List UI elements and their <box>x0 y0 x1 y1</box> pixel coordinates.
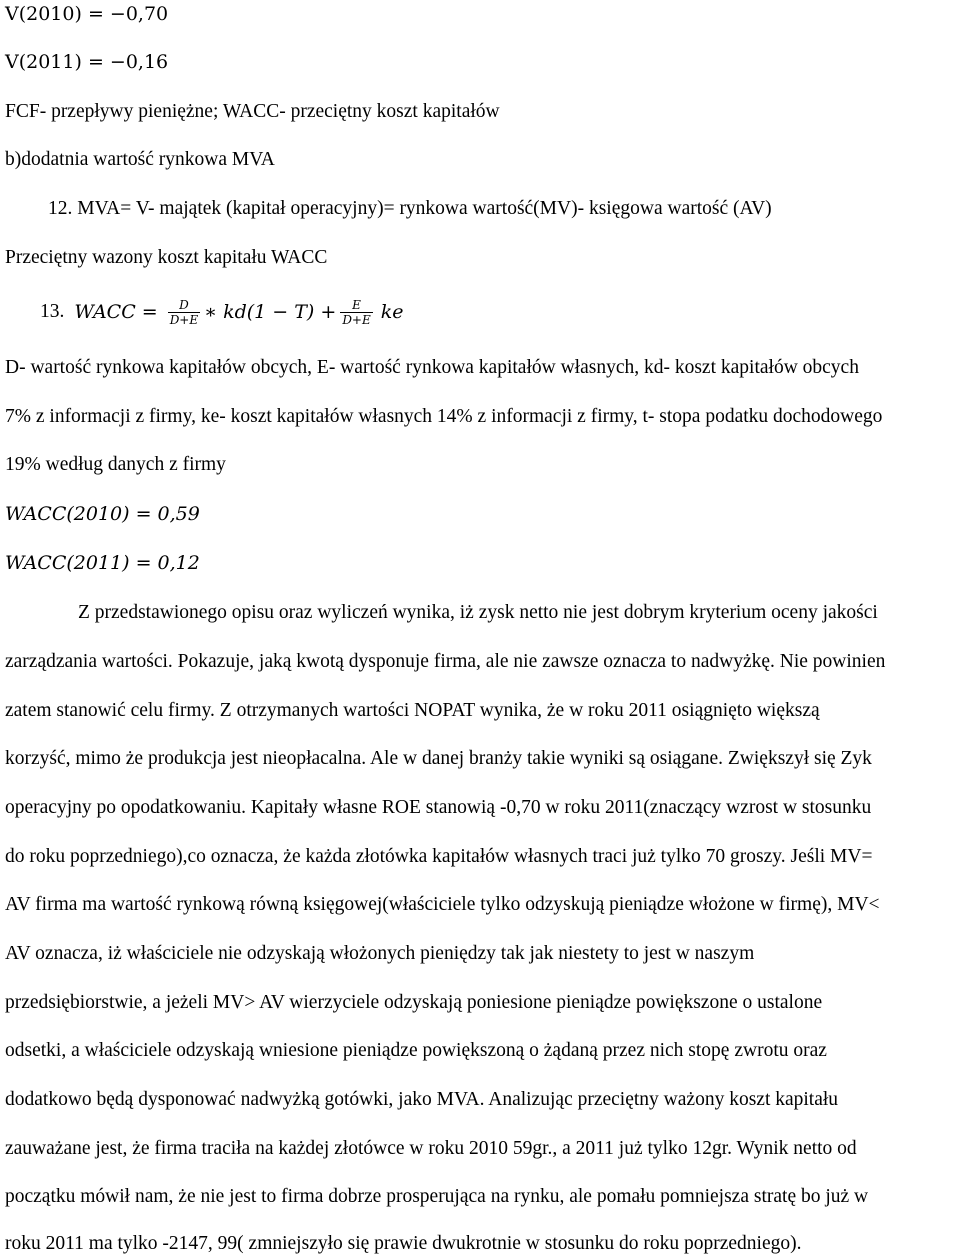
paragraph-line: operacyjny po opodatkowaniu. Kapitały własne ROE stanowią -0,70 w roku 2011(znaczący wzrost w stosunku <box>5 797 872 818</box>
mva-definition: 12. MVA= V- majątek (kapitał operacyjny)= rynkowa wartość(MV)- księgowa wartość (AV) <box>48 198 772 219</box>
wacc-2010-formula <box>5 502 200 526</box>
formula-equals: = <box>141 301 158 323</box>
fraction-numerator: D <box>179 297 189 312</box>
paragraph-line: odsetki, a właściciele odzyskają wniesione pieniądze powiększoną o żądaną przez nich stopę zwrotu oraz <box>5 1040 827 1061</box>
formula-tail: ke <box>380 301 404 323</box>
paragraph-line: dodatkowo będą dysponować nadwyżką gotówki, jako MVA. Analizując przeciętny ważony koszt kapitału <box>5 1089 839 1110</box>
v-2011-formula: V(2011) = −0,16 <box>5 51 169 73</box>
paragraph-line: początku mówił nam, że nie jest to firma dobrze prosperująca na rynku, ale pomału pomniejsza stratę bo już w <box>5 1186 869 1207</box>
paragraph-line: AV oznacza, iż właściciele nie odzyskają włożonych pieniędzy tak jak niestety to jest w naszym <box>5 943 755 964</box>
fraction-equity-weight <box>340 298 372 327</box>
paragraph-line: AV firma ma wartość rynkową równą księgowej(właściciele tylko odzyskują pieniądze włożone w firmę), MV< <box>5 894 880 915</box>
formula-middle: ∗ kd(1 − T) + <box>204 301 337 323</box>
paragraph-line: zarządzania wartości. Pokazuje, jaką kwotą dysponuje firma, ale nie zawsze oznacza to nadwyżkę. Nie powinien <box>5 651 886 672</box>
fraction-debt-weight <box>168 298 200 327</box>
fcf-definition: FCF- przepływy pieniężne; WACC- przeciętny koszt kapitałów <box>5 101 500 122</box>
wacc-2010-value: WACC(2010) = 0,59 <box>5 503 200 525</box>
paragraph-line: zatem stanowić celu firmy. Z otrzymanych wartości NOPAT wynika, że w roku 2011 osiągnięto większą <box>5 700 820 721</box>
definitions-line-3: 19% według danych z firmy <box>5 454 226 475</box>
paragraph-line: roku 2011 ma tylko -2147, 99( zmniejszyło się prawie dwukrotnie w stosunku do roku poprzedniego). <box>5 1233 802 1254</box>
paragraph-line: zauważane jest, że firma traciła na każdej złotówce w roku 2010 59gr., a 2011 już tylko 12gr. Wynik netto od <box>5 1138 857 1159</box>
formula-lhs: WACC <box>74 301 136 323</box>
fraction-numerator: E <box>352 297 361 312</box>
v-2010-formula: V(2010) = −0,70 <box>5 3 169 25</box>
paragraph-line: Z przedstawionego opisu oraz wyliczeń wynika, iż zysk netto nie jest dobrym kryterium oceny jakości <box>78 602 878 623</box>
fraction-denominator: D+E <box>342 312 371 327</box>
formula-number: 13. <box>40 301 65 322</box>
wacc-2011-value: WACC(2011) = 0,12 <box>5 552 200 574</box>
wacc-heading: Przeciętny wazony koszt kapitału WACC <box>5 247 328 268</box>
wacc-2011-formula <box>5 551 200 575</box>
paragraph-line: do roku poprzedniego),co oznacza, że każda złotówka kapitałów własnych traci już tylko 70 groszy. Jeśli MV= <box>5 846 873 867</box>
wacc-formula <box>40 292 404 332</box>
definitions-line-2: 7% z informacji z firmy, ke- koszt kapitałów własnych 14% z informacji z firmy, t- stopa podatku dochodowego <box>5 406 883 427</box>
paragraph-line: przedsiębiorstwie, a jeżeli MV> AV wierzyciele odzyskają poniesione pieniądze powiększone o ustalone <box>5 992 823 1013</box>
mva-heading: b)dodatnia wartość rynkowa MVA <box>5 149 275 170</box>
paragraph-line: korzyść, mimo że produkcja jest nieopłacalna. Ale w danej branży takie wyniki są osiągane. Zwiększył się Zyk <box>5 748 872 769</box>
definitions-line-1: D- wartość rynkowa kapitałów obcych, E- wartość rynkowa kapitałów własnych, kd- koszt kapitałów obcych <box>5 357 859 378</box>
fraction-denominator: D+E <box>169 312 199 327</box>
